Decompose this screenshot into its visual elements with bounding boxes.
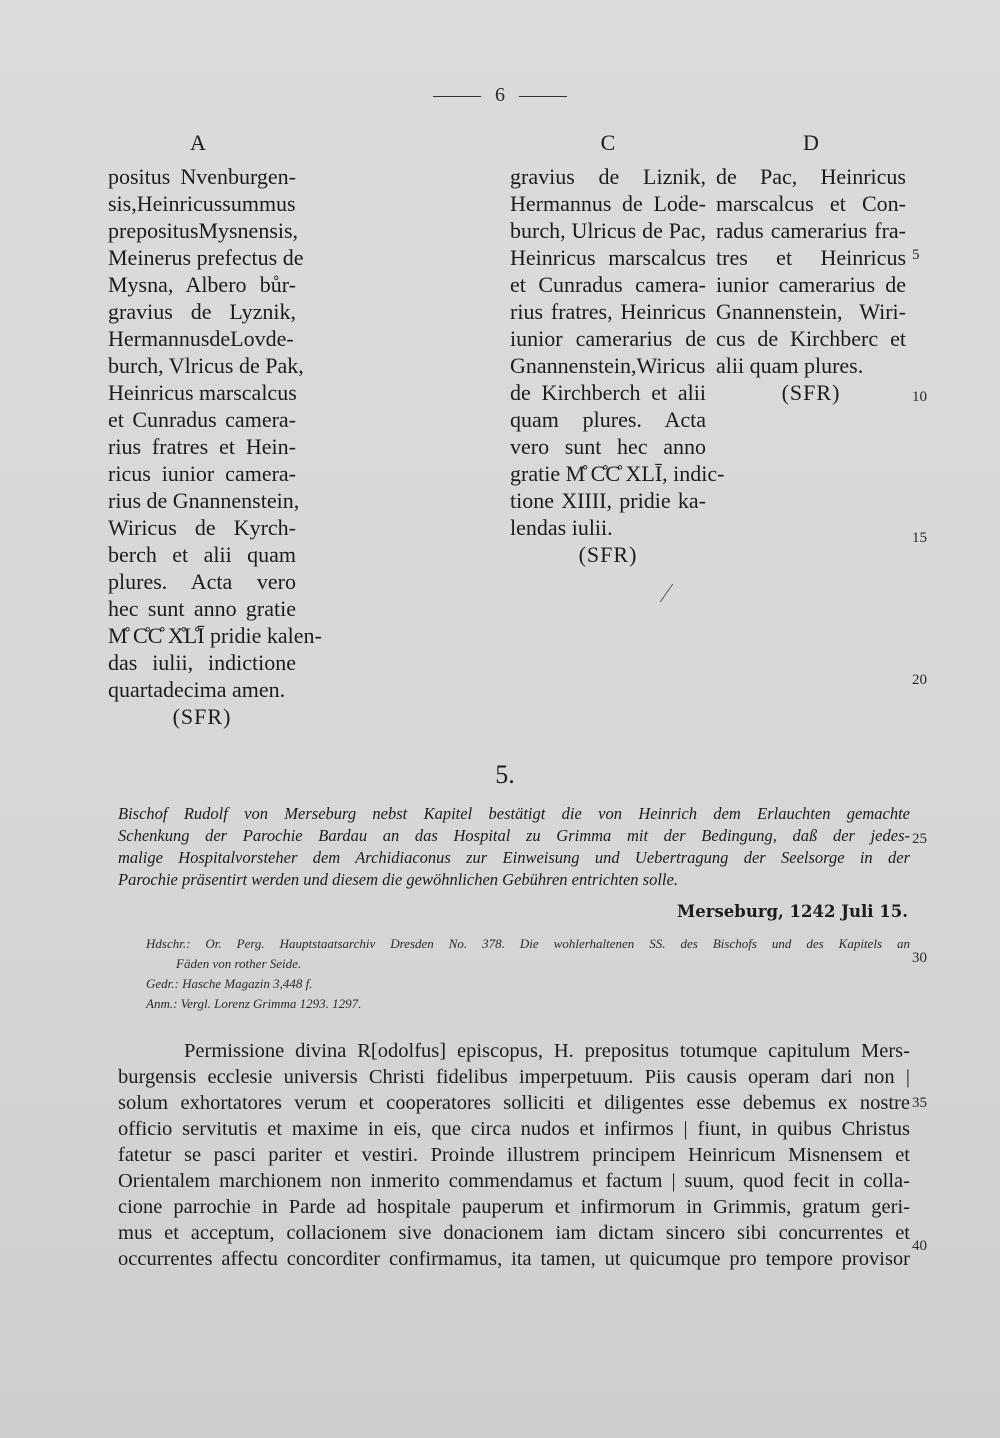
column-a-line: Heinricus marscalcus xyxy=(108,380,297,405)
charter-text xyxy=(118,1038,910,1272)
column-a-line: rius de Gnannenstein, xyxy=(108,488,300,513)
column-c-line: Gnannenstein,Wiricus xyxy=(510,353,706,378)
column-d-line: cus de Kirchberc et xyxy=(716,326,906,351)
page-header xyxy=(0,84,1000,107)
regest-summary xyxy=(118,803,910,891)
column-d-line: de Pac, Heinricus xyxy=(716,164,906,189)
column-a-line: berch et alii quam xyxy=(108,542,296,567)
column-d-line: alii quam plures. xyxy=(716,353,864,378)
column-c xyxy=(510,163,725,568)
page-number: 6 xyxy=(495,84,505,106)
line-number-20: 20 xyxy=(912,672,927,688)
column-c-line: gravius de Liznik, xyxy=(510,164,706,189)
column-a-line: hec sunt anno gratie xyxy=(108,596,296,621)
header-rule-right xyxy=(519,96,567,97)
text-line: Orientalem marchionem non inmerito commendamus et factum | suum, quod fecit in colla- xyxy=(118,1170,910,1192)
text-line: officio servitutis et maxime in eis, que circa nudos et infirmos | fiunt, in quibus Christus xyxy=(118,1118,910,1140)
regest-line: Parochie präsentirt werden und diesem die gewöhnlichen Gebühren entrichten solle. xyxy=(118,870,678,889)
column-c-line: iunior camerarius de xyxy=(510,326,706,351)
column-a-line: ricus iunior camera- xyxy=(108,461,296,486)
column-c-line: rius fratres, Heinricus xyxy=(510,299,706,324)
column-a-seal-note: (SFR) xyxy=(172,704,232,729)
column-heading-a: A xyxy=(190,130,206,155)
column-heading-d: D xyxy=(803,130,819,155)
column-d-line: Gnannenstein, Wiri- xyxy=(716,299,906,324)
column-a-line: burch, Vlricus de Pak, xyxy=(108,353,304,378)
column-c-line: gratie M̊ C̊C̊ XLĪ, indic- xyxy=(510,461,725,486)
text-line: burgensis ecclesie universis Christi fidelibus imperpetuum. Piis causis operam dari non | xyxy=(118,1066,910,1088)
document-number: 5. xyxy=(495,760,515,789)
text-line: cione parrochie in Parde ad hospitale pauperum et infirmorum in Grimmis, gratum geri- xyxy=(118,1196,910,1218)
line-number-15: 15 xyxy=(912,530,927,546)
critical-apparatus xyxy=(146,934,910,1014)
column-a-line: Mysna, Albero bůr- xyxy=(108,272,296,297)
line-number-25: 25 xyxy=(912,831,927,847)
apparatus-line: Anm.: Vergl. Lorenz Grimma 1293. 1297. xyxy=(146,996,362,1011)
column-a-line: M̊ C̊C̊ X̊L̊Ī pridie kalen- xyxy=(108,623,322,648)
column-d-seal-note: (SFR) xyxy=(781,380,841,405)
header-rule-left xyxy=(433,96,481,97)
column-a-line: das iulii, indictione xyxy=(108,650,296,675)
column-c-line: tione XIIII, pridie ka- xyxy=(510,488,706,513)
line-number-5: 5 xyxy=(912,247,920,263)
column-a-line: prepositusMysnensis, xyxy=(108,218,299,243)
regest-line: Schenkung der Parochie Bardau an das Hospital zu Grimma mit der Bedingung, daß der jedes- xyxy=(118,826,910,845)
column-d-line: iunior camerarius de xyxy=(716,272,906,297)
column-d-line: marscalcus et Con- xyxy=(716,191,906,216)
column-c-seal-note: (SFR) xyxy=(578,542,638,567)
column-a-line: HermannusdeLovde- xyxy=(108,326,294,351)
column-d xyxy=(716,163,906,406)
column-a-line: Meinerus prefectus de xyxy=(108,245,304,270)
apparatus-line: Hdschr.: Or. Perg. Hauptstaatsarchiv Dresden No. 378. Die wohlerhaltenen SS. des Bischofs und des Kapitels an xyxy=(146,936,910,951)
column-a-line: positus Nvenburgen- xyxy=(108,164,296,189)
column-d-line: tres et Heinricus xyxy=(716,245,906,270)
regest-line: malige Hospitalvorsteher dem Archidiaconus zur Einweisung und Uebertragung der Seelsorge in der xyxy=(118,848,910,867)
pen-stroke-mark xyxy=(660,584,673,603)
text-line: Permissione divina R[odolfus] episcopus, H. prepositus totumque capitulum Mers- xyxy=(184,1040,910,1062)
apparatus-line: Fäden von rother Seide. xyxy=(176,956,302,971)
column-d-line: radus camerarius fra- xyxy=(716,218,906,243)
column-a-line: sis,Heinricussummus xyxy=(108,191,296,216)
column-a-line: quartadecima amen. xyxy=(108,677,286,702)
column-c-line: Heinricus marscalcus xyxy=(510,245,706,270)
line-number-30: 30 xyxy=(912,950,927,966)
column-a-line: gravius de Lyznik, xyxy=(108,299,296,324)
column-c-line: Hermannus de Lo͘de- xyxy=(510,191,706,216)
column-a-line: plures. Acta vero xyxy=(108,569,296,594)
line-number-35: 35 xyxy=(912,1095,927,1111)
column-c-line: de Kirchberch et alii xyxy=(510,380,706,405)
column-c-line: quam plures. Acta xyxy=(510,407,706,432)
column-a-line: Wiricus de Kyrch- xyxy=(108,515,296,540)
column-heading-c: C xyxy=(600,130,616,155)
text-line: mus et acceptum, collacionem sive donacionem iam dictam sincero sibi concurrentes et xyxy=(118,1222,910,1244)
column-c-line: burch, Ulricus de Pac, xyxy=(510,218,706,243)
column-c-line: et Cunradus camera- xyxy=(510,272,706,297)
column-c-line: vero sunt hec anno xyxy=(510,434,706,459)
line-number-40: 40 xyxy=(912,1238,927,1254)
text-line: fatetur se pasci pariter et vestiri. Proinde illustrem principem Heinricum Misnensem et xyxy=(118,1144,910,1166)
column-a-line: et Cunradus camera- xyxy=(108,407,296,432)
text-line: occurrentes affectu concorditer confirmamus, ita tamen, ut quicumque pro tempore provisor xyxy=(118,1248,910,1270)
column-a xyxy=(108,163,322,730)
apparatus-line: Gedr.: Hasche Magazin 3,448 f. xyxy=(146,976,313,991)
text-line: solum exhortatores verum et cooperatores solliciti et diligentes esse debemus ex nostre xyxy=(118,1092,910,1114)
dateline: Merseburg, 1242 Juli 15. xyxy=(677,902,908,921)
column-a-line: rius fratres et Hein- xyxy=(108,434,296,459)
line-number-10: 10 xyxy=(912,389,927,405)
regest-line: Bischof Rudolf von Merseburg nebst Kapitel bestätigt die von Heinrich dem Erlauchten gemachte xyxy=(118,804,910,823)
column-c-line: lendas iulii. xyxy=(510,515,613,540)
